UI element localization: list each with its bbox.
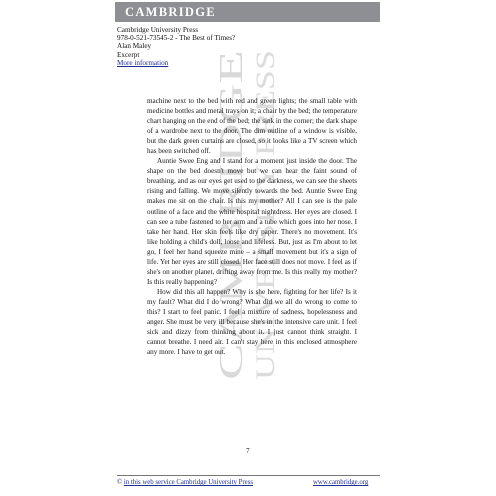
watermark-line-2: UNIVERSITY PRESS <box>251 141 280 380</box>
paragraph-1: machine next to the bed with red and green lights; the small table with medicine bottles and metal trays on it; a chair by the bed; the temperature chart hanging on the end of the bed; the sink in the corner; the dark shape of a wardrobe next to the door. The dim outline of a window is visible, but the dark green curtains are closed, so it looks like a TV screen which has been switched off. <box>147 97 357 156</box>
paragraph-2: Auntie Swee Eng and I stand for a moment just inside the door. The shape on the bed doesn't move but we can hear the faint sound of breathing, and as our eyes get used to the darkness, we can see the sheets rising and falling. We move silently towards the bed. Auntie Swee Eng makes me sit on the chair. Is this my mother? All I can see is the pale outline of a face and the white hospital nightdress. Her eyes are closed. I can see a tube fastened to her arm and a tube which goes into her nose. I take her hand. Her skin feels like dry paper. There's no movement. It's like holding a child's doll, loose and lifeless. But, just as I'm about to let go, I feel her hand squeeze mine – a small movement but it's a sign of life. Yet her eyes are still closed. Her face still does not move. I feel as if she's on another planet, drifting away from me. Is this really my mother? Is this really happening? <box>147 157 357 286</box>
author-name: Alan Maley <box>117 42 152 51</box>
copyright-symbol: © <box>117 479 123 486</box>
header-bar <box>115 2 380 22</box>
copyright-link[interactable]: in this web service Cambridge University Press <box>123 479 253 486</box>
excerpt-label: Excerpt <box>117 50 140 59</box>
paragraph-3: How did this all happen? Why is she here, fighting for her life? Is it my fault? What did I do wrong? What did we all do wrong to come to this? I start to feel panic. I feel a mixture of sadness, hopelessness and anger. She must be very ill because she's in the intensive care unit. I feel sick and dizzy from thinking about it. I just cannot think straight. I cannot breathe. I need air. I can't stay here in this enclosed atmosphere any more. I have to get out. <box>147 287 357 357</box>
watermark-line-1: CAMBRIDGE <box>213 175 250 380</box>
book-metadata <box>117 26 235 67</box>
page-number: 7 <box>246 447 250 455</box>
website-link[interactable]: www.cambridge.org <box>313 479 369 486</box>
excerpt-body <box>147 96 357 357</box>
more-information-link[interactable]: More information <box>117 58 169 67</box>
footer-divider <box>117 475 380 476</box>
publisher-name: Cambridge University Press <box>117 26 199 34</box>
isbn-title: 978-0-521-73545-2 - The Best of Times? <box>117 34 236 43</box>
footer-copyright <box>117 479 253 486</box>
publisher-logo: CAMBRIDGE <box>125 5 216 19</box>
